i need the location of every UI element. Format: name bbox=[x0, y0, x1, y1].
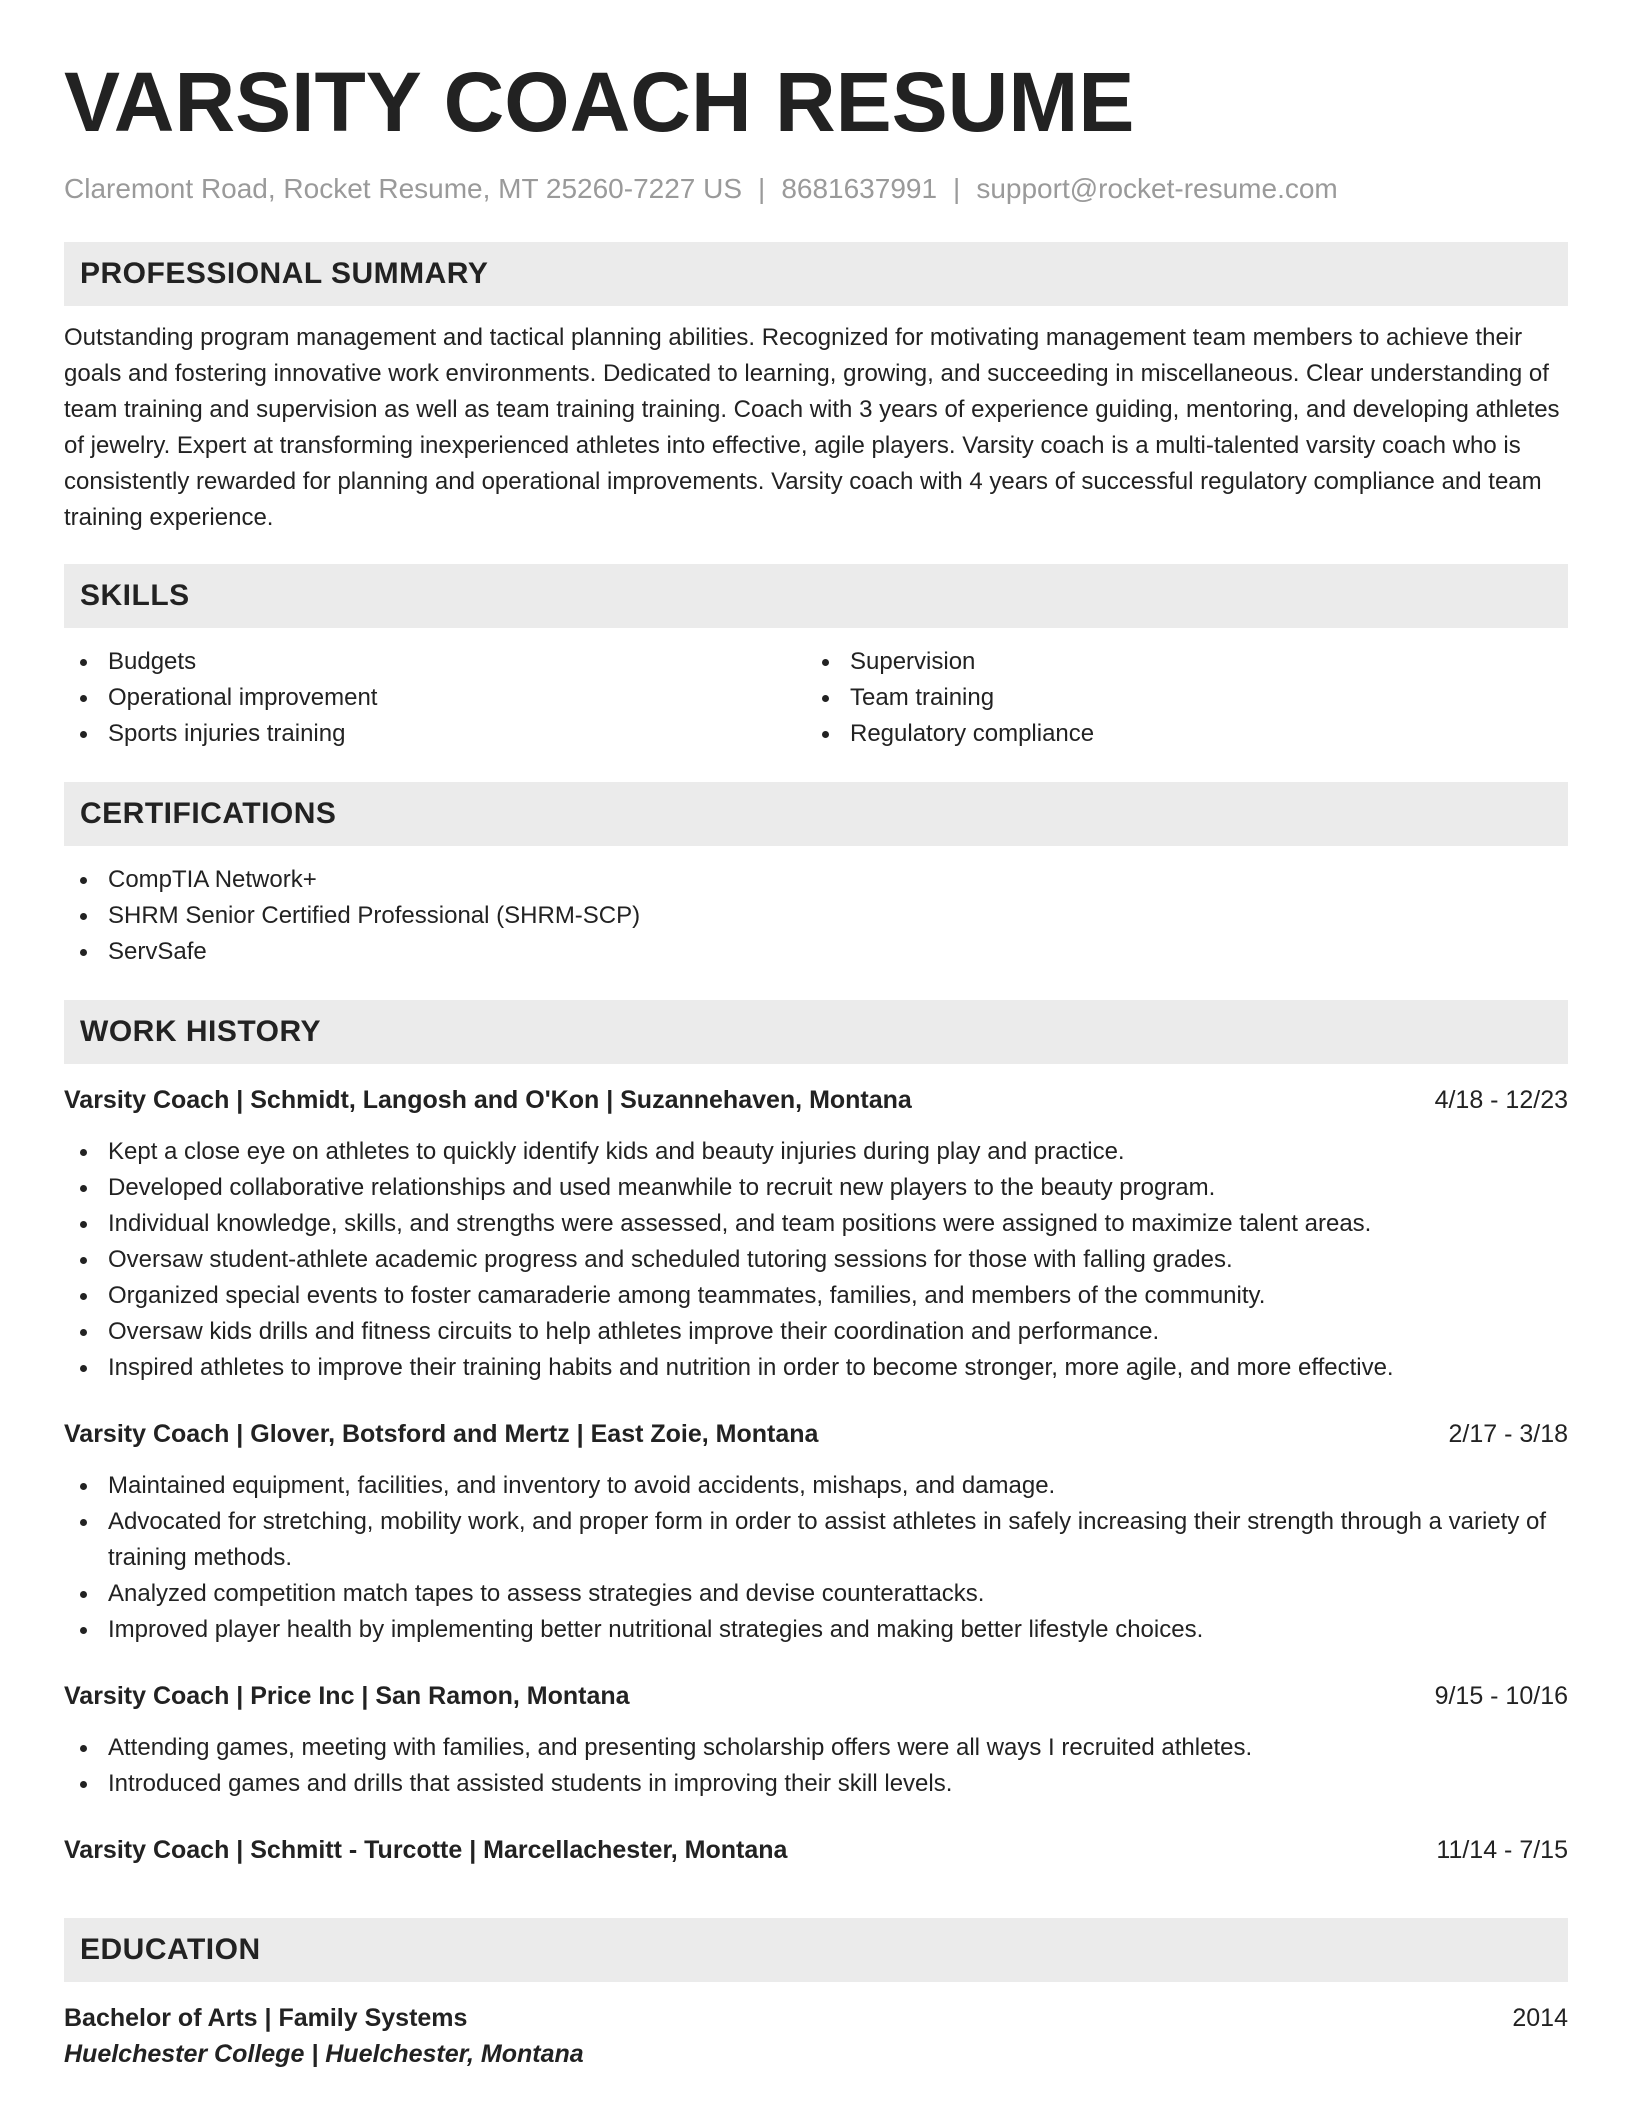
section-header-skills: SKILLS bbox=[64, 564, 1568, 628]
skill-item: Sports injuries training bbox=[64, 716, 806, 752]
contact-email[interactable]: support@rocket-resume.com bbox=[976, 173, 1338, 204]
job-bullet: Kept a close eye on athletes to quickly identify kids and beauty injuries during play and practice. bbox=[64, 1134, 1568, 1170]
skill-item: Regulatory compliance bbox=[806, 716, 1548, 752]
education-degree: Bachelor of Arts | Family Systems bbox=[64, 2004, 468, 2032]
education-heading-row bbox=[64, 2000, 1568, 2036]
resume-page bbox=[64, 52, 1568, 2072]
job-title: Varsity Coach | Schmidt, Langosh and O'Kon | Suzannehaven, Montana bbox=[64, 1086, 912, 1114]
contact-phone: 8681637991 bbox=[781, 173, 938, 204]
job-heading-row bbox=[64, 1832, 1568, 1868]
job-heading-row bbox=[64, 1082, 1568, 1118]
job-bullet: Introduced games and drills that assisted students in improving their skill levels. bbox=[64, 1766, 1568, 1802]
job-bullet: Analyzed competition match tapes to assess strategies and devise counterattacks. bbox=[64, 1576, 1568, 1612]
job-bullet: Attending games, meeting with families, and presenting scholarship offers were all ways I recruited athletes. bbox=[64, 1730, 1568, 1766]
job-dates: 2/17 - 3/18 bbox=[1448, 1420, 1568, 1448]
job-title: Varsity Coach | Price Inc | San Ramon, Montana bbox=[64, 1682, 630, 1710]
job-bullet: Developed collaborative relationships and used meanwhile to recruit new players to the beauty program. bbox=[64, 1170, 1568, 1206]
education-school: Huelchester College | Huelchester, Montana bbox=[64, 2040, 584, 2068]
job-bullet: Improved player health by implementing better nutritional strategies and making better lifestyle choices. bbox=[64, 1612, 1568, 1648]
skill-item: Budgets bbox=[64, 644, 806, 680]
job-title: Varsity Coach | Glover, Botsford and Mertz | East Zoie, Montana bbox=[64, 1420, 819, 1448]
contact-line bbox=[64, 172, 1568, 206]
contact-separator: | bbox=[953, 173, 961, 204]
resume-name: VARSITY COACH RESUME bbox=[64, 55, 1135, 149]
job-bullet: Organized special events to foster camaraderie among teammates, families, and members of the community. bbox=[64, 1278, 1568, 1314]
skill-item: Operational improvement bbox=[64, 680, 806, 716]
job-bullet: Oversaw kids drills and fitness circuits to help athletes improve their coordination and performance. bbox=[64, 1314, 1568, 1350]
job-heading-row bbox=[64, 1416, 1568, 1452]
education-year: 2014 bbox=[1512, 2004, 1568, 2032]
section-header-work-history: WORK HISTORY bbox=[64, 1000, 1568, 1064]
skills-column-left bbox=[64, 644, 806, 752]
job-dates: 9/15 - 10/16 bbox=[1434, 1682, 1568, 1710]
skills-column-right bbox=[806, 644, 1548, 752]
certification-item: ServSafe bbox=[64, 934, 1568, 970]
job-title: Varsity Coach | Schmitt - Turcotte | Marcellachester, Montana bbox=[64, 1836, 788, 1864]
job-bullet: Oversaw student-athlete academic progress and scheduled tutoring sessions for those with falling grades. bbox=[64, 1242, 1568, 1278]
certification-item: SHRM Senior Certified Professional (SHRM-SCP) bbox=[64, 898, 1568, 934]
job-bullet: Advocated for stretching, mobility work, and proper form in order to assist athletes in safely increasing their strength through a variety of training methods. bbox=[64, 1504, 1568, 1576]
job-entry bbox=[64, 1678, 1568, 1802]
job-entry bbox=[64, 1416, 1568, 1648]
job-bullets bbox=[64, 1134, 1568, 1386]
contact-separator: | bbox=[758, 173, 766, 204]
job-dates: 11/14 - 7/15 bbox=[1436, 1836, 1568, 1864]
job-bullets bbox=[64, 1730, 1568, 1802]
job-bullet: Inspired athletes to improve their training habits and nutrition in order to become stronger, more agile, and more effective. bbox=[64, 1350, 1568, 1386]
section-header-education: EDUCATION bbox=[64, 1918, 1568, 1982]
job-bullet: Individual knowledge, skills, and strengths were assessed, and team positions were assigned to maximize talent areas. bbox=[64, 1206, 1568, 1242]
job-entry bbox=[64, 1082, 1568, 1386]
certification-item: CompTIA Network+ bbox=[64, 862, 1568, 898]
summary-text: Outstanding program management and tactical planning abilities. Recognized for motivating management team members to achieve their goals and fostering innovative work environments. Dedicated to learning, growing, and succeeding in miscellaneous. Clear understanding of team training and supervision as well as team training training. Coach with 3 years of experience guiding, mentoring, and developing athletes of jewelry. Expert at transforming inexperienced athletes into effective, agile players. Varsity coach is a multi-talented varsity coach who is consistently rewarded for planning and operational improvements. Varsity coach with 4 years of successful regulatory compliance and team training experience. bbox=[64, 324, 1560, 531]
job-bullet: Maintained equipment, facilities, and inventory to avoid accidents, mishaps, and damage. bbox=[64, 1468, 1568, 1504]
certifications-list bbox=[64, 862, 1568, 970]
job-heading-row bbox=[64, 1678, 1568, 1714]
education-entry bbox=[64, 2000, 1568, 2072]
section-header-certifications: CERTIFICATIONS bbox=[64, 782, 1568, 846]
section-header-summary: PROFESSIONAL SUMMARY bbox=[64, 242, 1568, 306]
job-dates: 4/18 - 12/23 bbox=[1434, 1086, 1568, 1114]
job-bullets bbox=[64, 1468, 1568, 1648]
skill-item: Team training bbox=[806, 680, 1548, 716]
contact-address: Claremont Road, Rocket Resume, MT 25260-7227 US bbox=[64, 173, 743, 204]
skill-item: Supervision bbox=[806, 644, 1548, 680]
job-entry bbox=[64, 1832, 1568, 1868]
skills-list bbox=[64, 644, 1568, 752]
